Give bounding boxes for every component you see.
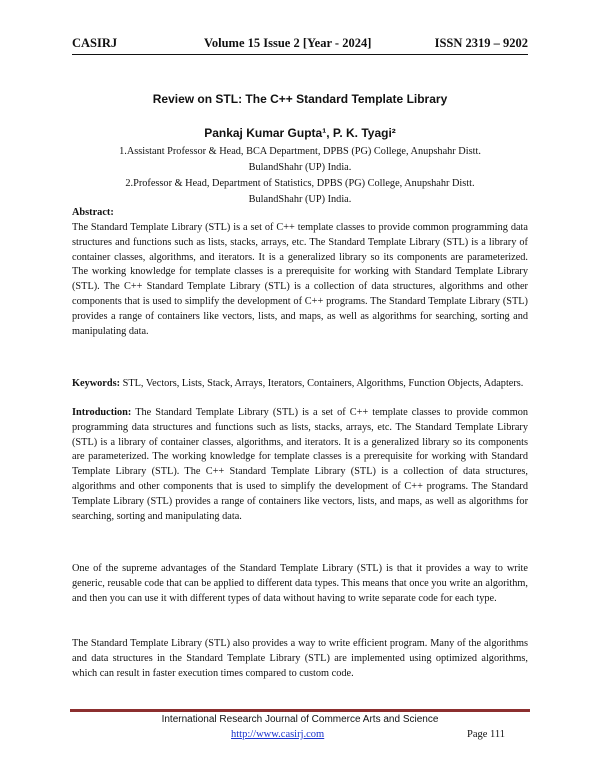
- journal-abbreviation: CASIRJ: [72, 36, 118, 50]
- volume-issue: Volume 15 Issue 2 [Year - 2024]: [204, 36, 372, 50]
- abstract-heading: Abstract:: [72, 207, 114, 218]
- page-header: [72, 36, 528, 55]
- journal-website-link[interactable]: http://www.casirj.com: [231, 729, 325, 740]
- abstract-text: The Standard Template Library (STL) is a set of C++ template classes to provide common programming data structures and functions such as lists, stacks, arrays, etc. The Standard Template Library (STL) is a library of container classes, algorithms, and iterators. It is a generalized library so its components are parameterized. The working knowledge for template classes is a prerequisite for working with Standard Template Library (STL). The C++ Standard Template Library (STL) is a collection of data structures, algorithms and other components that is used to simplify the development of C++ programs. The Standard Template Library (STL) provides a range of containers like vectors, lists, and maps, as well as algorithms for searching, sorting and manipulating data.: [72, 222, 528, 337]
- paragraph-efficiency: The Standard Template Library (STL) also provides a way to write efficient program. Many of the algorithms and data structures in the Standard Template Library (STL) are implemented using optimized algorithms, which can result in faster execution times compared to custom code.: [72, 638, 528, 679]
- authors: Pankaj Kumar Gupta¹, P. K. Tyagi²: [204, 126, 396, 140]
- affiliation-2: 2.Professor & Head, Department of Statistics, DPBS (PG) College, Anupshahr Distt. BulandShahr (UP) India.: [125, 178, 475, 205]
- paragraph-advantages: One of the supreme advantages of the Standard Template Library (STL) is that it provides a way to write generic, reusable code that can be applied to different data types. This means that once you write an algorithm, and then you can use it with different types of data without having to write separate code for each type.: [72, 563, 528, 604]
- footer-rule: [70, 709, 530, 712]
- keywords: [72, 377, 528, 392]
- introduction-label: Introduction:: [72, 407, 132, 418]
- page-number: Page 111: [467, 729, 506, 740]
- affiliation-1: 1.Assistant Professor & Head, BCA Department, DPBS (PG) College, Anupshahr Distt. BulandShahr (UP) India.: [119, 146, 481, 173]
- issn: ISSN 2319 – 9202: [434, 36, 528, 50]
- keywords-label: Keywords:: [72, 378, 121, 389]
- footer-journal-name: International Research Journal of Commerce Arts and Science: [161, 714, 439, 725]
- paper-title: Review on STL: The C++ Standard Template Library: [152, 92, 448, 106]
- introduction-text: The Standard Template Library (STL) is a set of C++ template classes to provide common programming data structures and functions such as lists, stacks, arrays, etc. The Standard Template Library (STL) is a library of container classes, algorithms, and iterators. It is a generalized library so its components are parameterized. The working knowledge for template classes is a prerequisite for working with Standard Template Library (STL). The C++ Standard Template Library (STL) is a collection of data structures, algorithms and other components that is used to simplify the development of C++ programs. The Standard Template Library (STL) provides a range of containers like vectors, lists, and maps, as well as algorithms for searching, sorting and manipulating data.: [72, 407, 528, 522]
- keywords-text: STL, Vectors, Lists, Stack, Arrays, Iterators, Containers, Algorithms, Function Objects, Adapters.: [120, 378, 524, 389]
- introduction: [72, 406, 528, 524]
